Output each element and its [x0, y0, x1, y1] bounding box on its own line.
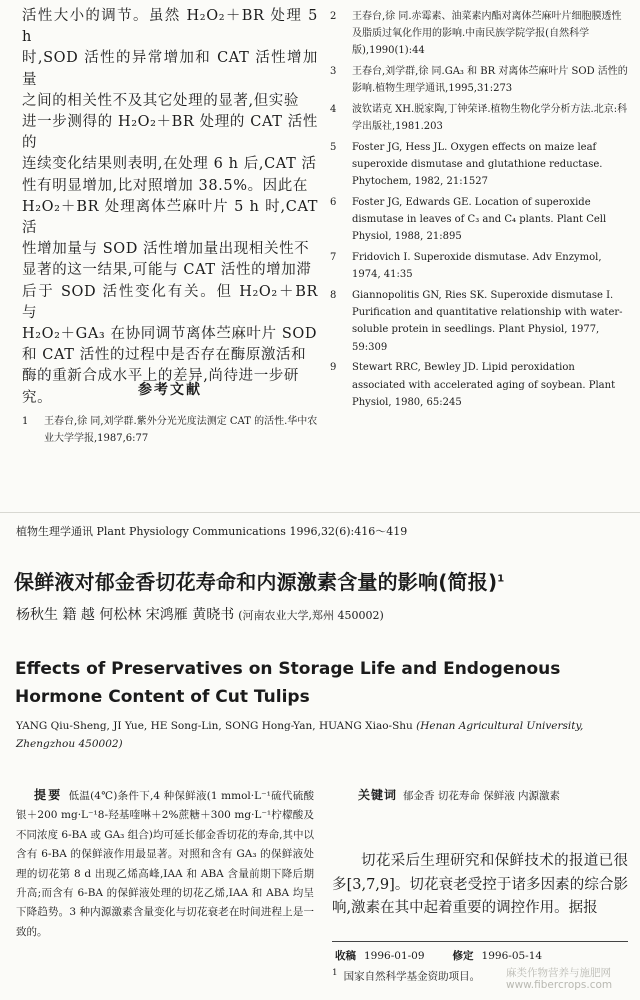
keywords: [332, 786, 628, 806]
references-column-right: [330, 8, 630, 411]
reference-item: [330, 63, 630, 97]
reference-item: [22, 413, 318, 447]
footnote-mark: 1: [332, 968, 338, 978]
reference-number: 5: [330, 141, 337, 153]
reference-text: 王春台,刘学群,徐 同.GA₃ 和 BR 对离体苎麻叶片 SOD 活性的影响.植物生理学通讯,1995,31:273: [352, 66, 628, 95]
reference-item: [330, 8, 630, 60]
journal-citation-line: 植物生理学通讯 Plant Physiology Communications 1996,32(6):416～419: [16, 525, 408, 538]
reference-number: 1: [22, 416, 29, 427]
received-label: 收稿: [335, 950, 356, 962]
prev-article-body: [22, 6, 318, 409]
reference-text: Foster JG, Hess JL. Oxygen effects on maize leaf superoxide dismutase and glutathione reductase. Phytochem, 1982, 21:1527: [352, 141, 603, 188]
chinese-title: [14, 566, 504, 595]
reference-item: [330, 249, 630, 283]
body-line: 之间的相关性不及其它处理的显著,但实验: [22, 92, 300, 109]
reference-number: 9: [330, 362, 337, 374]
body-line: 后于 SOD 活性变化有关。但 H₂O₂＋BR 与: [22, 283, 318, 321]
reference-number: 6: [330, 197, 337, 209]
chinese-affiliation: (河南农业大学,郑州 450002): [238, 609, 384, 622]
revised-date: 1996-05-14: [481, 950, 543, 962]
footnote-rule: [332, 941, 628, 942]
section-divider: [0, 512, 640, 513]
title-footnote-mark: 1: [497, 573, 505, 585]
body-line: 显著的这一结果,可能与 CAT 活性的增加滞: [22, 262, 312, 279]
funding-footnote: [332, 968, 480, 984]
footnote-text: 国家自然科学基金资助项目。: [343, 970, 481, 983]
reference-text: 波钦诺克 XH.脱家陶,丁钟荣译.植物生物化学分析方法.北京:科学出版社,1981.203: [352, 104, 628, 133]
chinese-authors: [16, 604, 384, 624]
body-line: 和 CAT 活性的过程中是否存在酶原激活和: [22, 347, 307, 364]
keywords-text: 郁金香 切花寿命 保鲜液 内源激素: [403, 790, 561, 802]
manuscript-dates: [335, 948, 542, 963]
body-line: 进一步测得的 H₂O₂＋BR 处理的 CAT 活性的: [22, 114, 318, 152]
reference-item: [330, 359, 630, 411]
body-line: 性有明显增加,比对照增加 38.5%。因此在: [22, 177, 308, 194]
body-line: 性增加量与 SOD 活性增加量出现相关性不: [22, 241, 310, 258]
reference-text: 王春台,徐 同.赤霉素、油菜素内酯对离体苎麻叶片细胞膜透性及脂质过氧化作用的影响.中南民族学院学报(自然科学版),1990(1):44: [352, 11, 622, 57]
reference-text: Foster JG, Edwards GE. Location of superoxide dismutase in leaves of C₃ and C₄ plants. Plant Cell Physiol, 1988, 21:895: [352, 197, 607, 243]
english-affiliation: (Henan Agricultural University, Zhengzhou 450002): [16, 720, 584, 750]
body-line: H₂O₂＋BR 处理离体苎麻叶片 5 h 时,CAT 活: [22, 198, 318, 237]
reference-item: [330, 287, 630, 356]
reference-text: 王春台,徐 同,刘学群.紫外分光光度法测定 CAT 的活性.华中农业大学学报,1987,6:77: [44, 416, 318, 444]
abstract-label: 提要: [34, 788, 63, 802]
reference-text: Fridovich I. Superoxide dismutase. Adv Enzymol, 1974, 41:35: [352, 252, 602, 281]
english-author-names: YANG Qiu-Sheng, JI Yue, HE Song-Lin, SONG Hong-Yan, HUANG Xiao-Shu: [16, 720, 413, 732]
reference-item: [330, 194, 630, 246]
reference-text: Stewart RRC, Bewley JD. Lipid peroxidation associated with accelerated aging of soybean. Plant Physiol, 1980, 65:245: [352, 362, 616, 408]
references-column-left: [22, 413, 318, 447]
revised-label: 修定: [452, 950, 474, 962]
reference-item: [330, 139, 630, 191]
chinese-author-names: 杨秋生 籍 越 何松林 宋鸿雁 黄晓书: [16, 607, 235, 623]
body-line: H₂O₂＋GA₃ 在协同调节离体苎麻叶片 SOD: [22, 326, 318, 343]
reference-number: 7: [330, 252, 337, 264]
body-line: 时,SOD 活性的异常增加和 CAT 活性增加量: [22, 50, 318, 88]
references-heading: 参考文献: [138, 382, 202, 398]
abstract-text: 低温(4℃)条件下,4 种保鲜液(1 mmol·L⁻¹硫代硫酸银＋200 mg·L⁻¹8-羟基喹啉＋2%蔗糖＋300 mg·L⁻¹柠檬酸及不同浓度 6-BA 或 GA₃ 组合)均可延长郁金香切花的寿命,其中以含有 6-BA 的保鲜液作用最显著。对照和含有 GA₃ 的保鲜液处理的切花第 8 d 出现乙烯高峰,IAA 和 ABA 含量前期下降后期升高;而含有 6-BA 的保鲜液处理的切花乙烯,IAA 和 ABA 均呈下降趋势。3 种内源激素含量变化与切花衰老在时间进程上是一致的。: [16, 790, 314, 938]
abstract: [16, 786, 314, 942]
reference-number: 2: [330, 11, 337, 22]
english-authors: [16, 717, 628, 753]
received-date: 1996-01-09: [364, 950, 425, 962]
site-watermark: [506, 967, 612, 991]
reference-text: Giannopolitis GN, Ries SK. Superoxide dismutase I. Purification and quantitative relationship with water-soluble protein in seedlings. Plant Physiol, 1977, 59:309: [352, 290, 623, 353]
body-line: 酶的重新合成水平上的差异,尚待进一步研: [22, 368, 300, 385]
body-line: 活性大小的调节。虽然 H₂O₂＋BR 处理 5 h: [22, 8, 318, 46]
body-line: 连续变化结果则表明,在处理 6 h 后,CAT 活: [22, 156, 317, 173]
watermark-line-1: 麻类作物营养与施肥网: [506, 967, 611, 979]
reference-item: [330, 101, 630, 135]
english-title: Effects of Preservatives on Storage Life and Endogenous Hormone Content of Cut Tulips: [15, 659, 561, 707]
reference-number: 4: [330, 104, 337, 116]
body-line: 究。: [22, 389, 53, 406]
chinese-title-text: 保鲜液对郁金香切花寿命和内源激素含量的影响(简报): [14, 570, 498, 594]
reference-number: 8: [330, 290, 337, 302]
keywords-label: 关键词: [358, 788, 398, 802]
watermark-line-2: www.fibercrops.com: [506, 979, 613, 991]
reference-number: 3: [330, 66, 337, 78]
introduction-text: 切花采后生理研究和保鲜技术的报道已很多[3,7,9]。切花衰老受控于诸多因素的综合影响,激素在其中起着重要的调控作用。据报: [332, 853, 628, 916]
